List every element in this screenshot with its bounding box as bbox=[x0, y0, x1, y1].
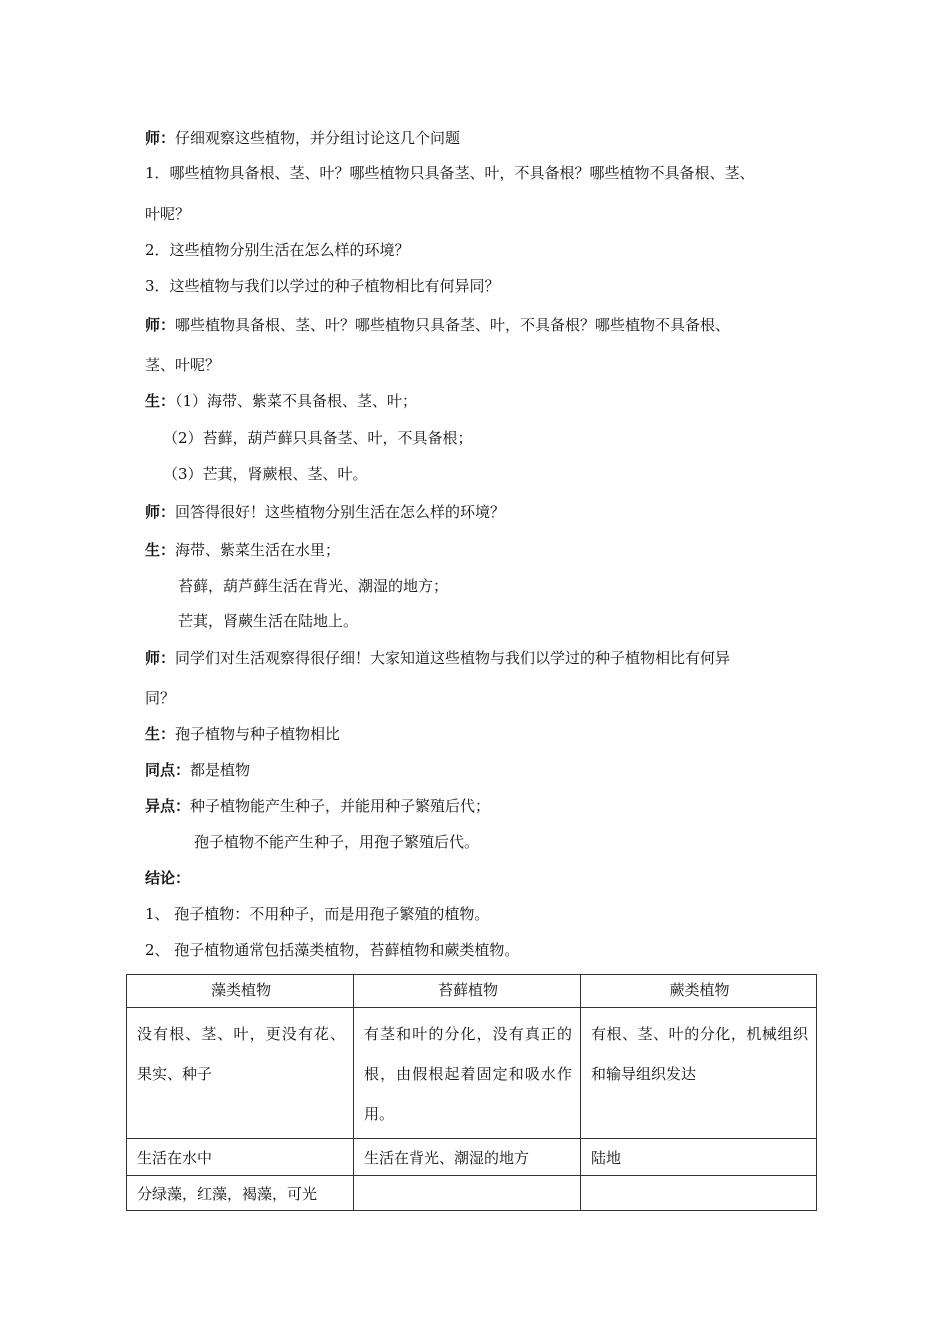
table-row bbox=[127, 1176, 817, 1211]
paragraph-text: 孢子植物与种子植物相比 bbox=[175, 725, 341, 743]
paragraph-text: 2．这些植物分别生活在怎么样的环境？ bbox=[145, 241, 410, 259]
paragraph-text: 苔藓，葫芦藓生活在背光、潮湿的地方； bbox=[178, 577, 449, 595]
paragraph bbox=[145, 540, 340, 560]
paragraph-text: 同？ bbox=[145, 689, 176, 707]
paragraph-text: （3）芒萁，肾蕨根、茎、叶。 bbox=[163, 465, 368, 483]
paragraph-text: 3．这些植物与我们以学过的种子植物相比有何异同？ bbox=[145, 277, 500, 295]
paragraph-text: 海带、紫菜生活在水里； bbox=[175, 541, 341, 559]
table-cell: 生活在水中 bbox=[127, 1139, 354, 1176]
paragraph bbox=[145, 796, 490, 816]
paragraph bbox=[145, 355, 220, 375]
paragraph-text: （2）苔藓，葫芦藓只具备茎、叶，不具备根； bbox=[163, 429, 473, 447]
table-cell: 没有根、茎、叶，更没有花、果实、种子 bbox=[127, 1008, 354, 1139]
table-cell bbox=[581, 1176, 817, 1211]
speaker-label: 师： bbox=[145, 503, 176, 521]
paragraph-text: 同学们对生活观察得很仔细！大家知道这些植物与我们以学过的种子植物相比有何异 bbox=[175, 649, 731, 667]
paragraph-text: 回答得很好！这些植物分别生活在怎么样的环境？ bbox=[175, 503, 506, 521]
speaker-label: 异点： bbox=[145, 797, 191, 815]
paragraph-text: 哪些植物具备根、茎、叶？哪些植物只具备茎、叶，不具备根？哪些植物不具备根、 bbox=[175, 316, 731, 334]
paragraph bbox=[163, 428, 473, 448]
paragraph bbox=[145, 204, 190, 224]
speaker-label: 师： bbox=[145, 129, 176, 147]
paragraph bbox=[145, 163, 755, 183]
speaker-label: 生： bbox=[145, 725, 176, 743]
paragraph bbox=[145, 904, 489, 924]
paragraph-text: 1．哪些植物具备根、茎、叶？哪些植物只具备茎、叶，不具备根？哪些植物不具备根、茎、 bbox=[145, 164, 755, 182]
table-cell: 有根、茎、叶的分化，机械组织和输导组织发达 bbox=[581, 1008, 817, 1139]
paragraph bbox=[145, 240, 410, 260]
table-header-cell: 苔藓植物 bbox=[354, 975, 581, 1008]
paragraph-text: 茎、叶呢？ bbox=[145, 356, 221, 374]
paragraph-text: 都是植物 bbox=[190, 761, 251, 779]
paragraph bbox=[145, 688, 175, 708]
speaker-label: 师： bbox=[145, 649, 176, 667]
table-cell: 有茎和叶的分化，没有真正的根，由假根起着固定和吸水作用。 bbox=[354, 1008, 581, 1139]
paragraph-text: 2、 孢子植物通常包括藻类植物，苔藓植物和蕨类植物。 bbox=[145, 941, 520, 959]
paragraph bbox=[145, 648, 730, 668]
paragraph-text: 孢子植物不能产生种子，用孢子繁殖后代。 bbox=[194, 833, 480, 851]
paragraph bbox=[178, 611, 358, 631]
paragraph bbox=[145, 128, 460, 148]
table-header-cell: 蕨类植物 bbox=[581, 975, 817, 1008]
paragraph bbox=[145, 940, 519, 960]
speaker-label: 结论： bbox=[145, 869, 191, 887]
table-cell bbox=[354, 1176, 581, 1211]
table-cell: 陆地 bbox=[581, 1139, 817, 1176]
table-header-row bbox=[127, 975, 817, 1008]
paragraph bbox=[178, 576, 448, 596]
paragraph bbox=[145, 868, 190, 888]
paragraph-text: 仔细观察这些植物，并分组讨论这几个问题 bbox=[175, 129, 461, 147]
table-row bbox=[127, 1008, 817, 1139]
plant-comparison-table bbox=[126, 974, 817, 1211]
paragraph bbox=[145, 724, 340, 744]
table-row bbox=[127, 1139, 817, 1176]
paragraph bbox=[145, 502, 505, 522]
paragraph bbox=[145, 276, 500, 296]
speaker-label: 同点： bbox=[145, 761, 191, 779]
paragraph bbox=[163, 464, 368, 484]
table-cell: 生活在背光、潮湿的地方 bbox=[354, 1139, 581, 1176]
paragraph bbox=[145, 391, 417, 411]
paragraph-text: 1、 孢子植物：不用种子，而是用孢子繁殖的植物。 bbox=[145, 905, 490, 923]
paragraph-text: 种子植物能产生种子，并能用种子繁殖后代； bbox=[190, 797, 491, 815]
paragraph bbox=[194, 832, 479, 852]
speaker-label: 师： bbox=[145, 316, 176, 334]
paragraph-text: 叶呢？ bbox=[145, 205, 191, 223]
table-cell: 分绿藻，红藻，褐藻，可光 bbox=[127, 1176, 354, 1211]
paragraph-text: 芒萁，肾蕨生活在陆地上。 bbox=[178, 612, 359, 630]
speaker-label: 生： bbox=[145, 541, 176, 559]
speaker-label: 生： bbox=[145, 392, 176, 410]
paragraph bbox=[145, 760, 250, 780]
paragraph-text: （1）海带、紫菜不具备根、茎、叶； bbox=[175, 392, 418, 410]
paragraph bbox=[145, 315, 730, 335]
table-header-cell: 藻类植物 bbox=[127, 975, 354, 1008]
